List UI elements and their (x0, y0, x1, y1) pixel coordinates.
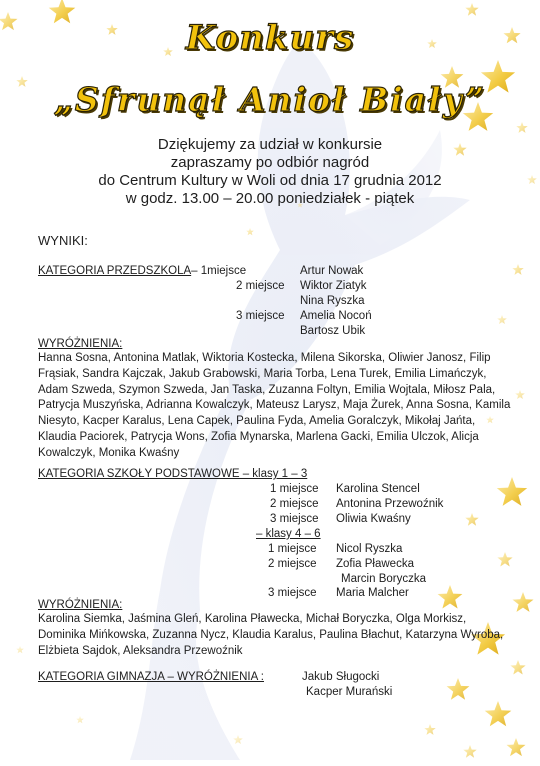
podstawowe-g2-place-2: 2 miejsce (268, 558, 317, 570)
podstawowe-g1-name-1: Karolina Stencel (336, 483, 420, 495)
podstawowe-g1-name-2: Antonina Przewoźnik (336, 498, 444, 510)
przedszkola-heading-row (38, 264, 246, 279)
przedszkola-place2-name-2: Nina Ryszka (300, 295, 365, 307)
podstawowe-g1-name-3: Oliwia Kwaśny (336, 513, 411, 525)
przedszkola-place2-name-1: Wiktor Ziatyk (300, 280, 367, 292)
podstawowe-distinctions-label: WYRÓŻNIENIA: (38, 599, 123, 611)
podstawowe-g2-place-4: 3 miejsce (268, 587, 317, 599)
podstawowe-g1-place-1: 1 miejsce (270, 483, 319, 495)
przedszkola-place3-name-1: Amelia Nocoń (300, 310, 372, 322)
gimnazja-name-1: Jakub Sługocki (302, 671, 380, 683)
intro-line-1: Dziękujemy za udział w konkursie (157, 136, 383, 153)
podstawowe-g1-place-2: 2 miejsce (270, 498, 319, 510)
podstawowe-g2-name-4: Maria Malcher (336, 587, 409, 599)
podstawowe-g2-name-3: Marcin Boryczka (341, 573, 426, 585)
podstawowe-subheading: – klasy 4 – 6 (256, 528, 321, 540)
podstawowe-g2-name-1: Nicol Ryszka (336, 543, 403, 555)
results-label: WYNIKI: (38, 233, 88, 248)
przedszkola-place2-label: 2 miejsce (236, 280, 285, 292)
gimnazja-name-2: Kacper Murański (306, 686, 393, 698)
przedszkola-heading: KATEGORIA PRZEDSZKOLA (38, 265, 192, 277)
gimnazja-heading: KATEGORIA GIMNAZJA – WYRÓŻNIENIA : (38, 671, 264, 683)
przedszkola-distinctions-list: Hanna Sosna, Antonina Matlak, Wiktoria Kostecka, Milena Sikorska, Oliwier Janosz, Filip Frąsiak, Sandra Kajczak, Jakub Grabowski, Maria Torba, Lena Turek, Emilia Limańczyk, Adam Szweda, Szymon Szweda, Jan Taska, Zuzanna Foltyn, Emilia Wojtala, Miłosz Pala, Patrycja Muszyńska, Adrianna Kowalczyk, Mateusz Larysz, Maja Żurek, Anna Sosna, Kamila Niesyto, Kacper Karalus, Lena Capek, Paulina Fyda, Amelia Goralczyk, Mikołaj Jańta, Klaudia Paciorek, Patrycja Wons, Zofia Mynarska, Marlena Gacki, Emilia Ulczok, Alicja Kowalczyk, Monika Kwaśny (38, 352, 511, 459)
intro-line-2: zapraszamy po odbiór nagród (170, 154, 370, 171)
przedszkola-distinctions-label: WYRÓŻNIENIA: (38, 338, 123, 350)
podstawowe-heading: KATEGORIA SZKOŁY PODSTAWOWE – klasy 1 – 3 (38, 468, 308, 480)
przedszkola-place1-label: 1miejsce (200, 265, 247, 277)
podstawowe-g2-name-2: Zofia Pławecka (336, 558, 414, 570)
przedszkola-place3-name-2: Bartosz Ubik (300, 325, 366, 337)
intro-text (0, 136, 540, 208)
podstawowe-g2-place-1: 1 miejsce (268, 543, 317, 555)
title-konkurs: Konkurs (185, 18, 355, 58)
podstawowe-g1-place-3: 3 miejsce (270, 513, 319, 525)
przedszkola-dash: – (191, 265, 201, 277)
intro-line-3: do Centrum Kultury w Woli od dnia 17 grudnia 2012 (98, 172, 442, 189)
przedszkola-place1-name: Artur Nowak (300, 265, 364, 277)
intro-line-4: w godz. 13.00 – 20.00 poniedziałek - piątek (125, 190, 415, 207)
podstawowe-distinctions-list: Karolina Siemka, Jaśmina Gleń, Karolina Pławecka, Michał Boryczka, Olga Morkisz, Dominika Mińkowska, Zuzanna Nycz, Klaudia Karalus, Paulina Błachut, Katarzyna Wyroba, Elżbieta Sajdok, Aleksandra Przewoźnik (38, 613, 504, 657)
title-contest-name: „Sfrunął Anioł Biały” (53, 80, 487, 119)
przedszkola-place3-label: 3 miejsce (236, 310, 285, 322)
